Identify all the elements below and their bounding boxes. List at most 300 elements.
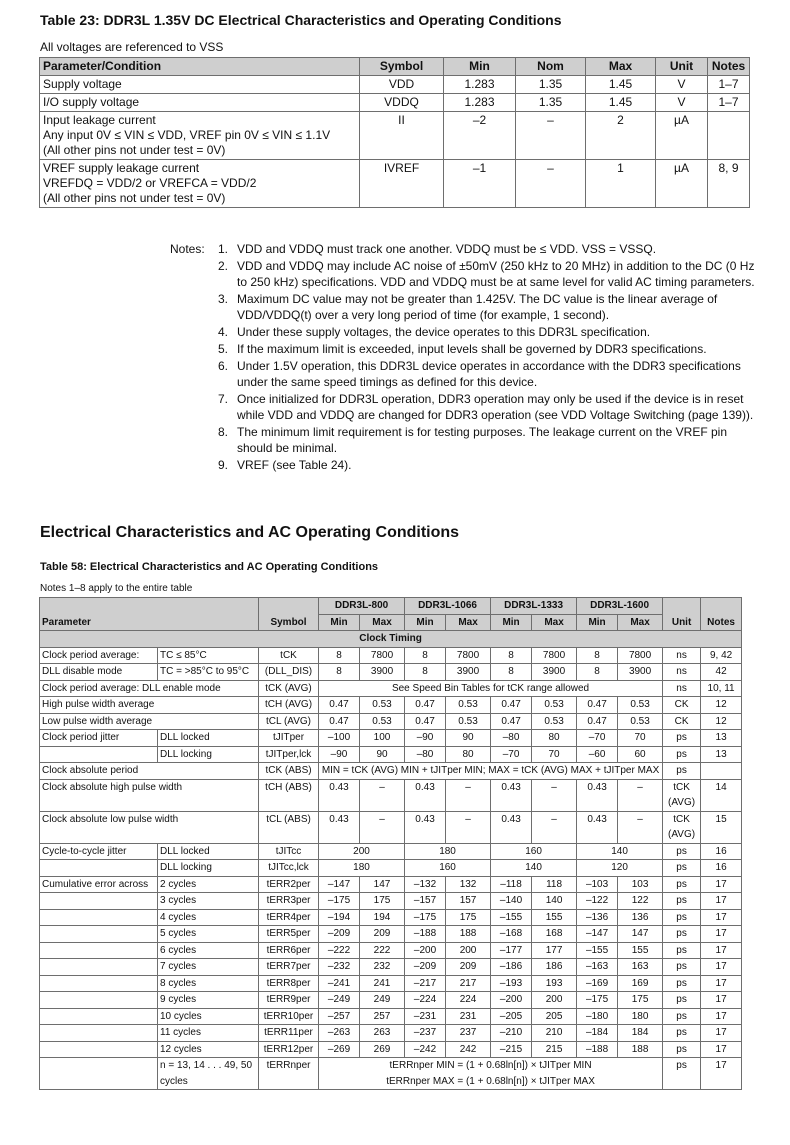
- note-number: 4.: [218, 325, 229, 339]
- max-value-cell: 0.53: [532, 713, 577, 730]
- max-value-cell: 132: [446, 876, 491, 893]
- header-max: Max: [446, 614, 491, 631]
- unit-cell: tCK (AVG): [663, 779, 701, 811]
- max-value-cell: 147: [618, 926, 663, 943]
- max-value-cell: 257: [360, 1008, 405, 1025]
- condition-cell: 10 cycles: [158, 1008, 259, 1025]
- symbol-cell: VDDQ: [360, 94, 444, 112]
- min-value-cell: –249: [319, 992, 360, 1009]
- parameter-cell: Clock absolute low pulse width: [40, 811, 259, 843]
- notes-cell: 12: [701, 697, 742, 714]
- note-text: VDD and VDDQ may include AC noise of ±50mV (250 kHz to 20 MHz) in addition to the DC (0 Hz to 250 kHz) specifications. VDD and VDDQ must be at same level for valid AC timing parameters.: [237, 259, 755, 289]
- table-58-row: [40, 730, 742, 747]
- table-58-row: [40, 680, 742, 697]
- symbol-cell: tERR12per: [259, 1041, 319, 1058]
- max-value-cell: 70: [532, 746, 577, 763]
- condition-cell: 11 cycles: [158, 1025, 259, 1042]
- max-value-cell: 0.53: [446, 697, 491, 714]
- value-cell: 120: [577, 860, 663, 877]
- condition-cell: 3 cycles: [158, 893, 259, 910]
- min-value-cell: –90: [319, 746, 360, 763]
- max-value-cell: 209: [446, 959, 491, 976]
- condition-cell: 8 cycles: [158, 975, 259, 992]
- max-value-cell: 157: [446, 893, 491, 910]
- parameter-line: (All other pins not under test = 0V): [43, 191, 226, 205]
- header-min: Min: [444, 58, 516, 76]
- header-min: Min: [405, 614, 446, 631]
- max-value-cell: 70: [618, 730, 663, 747]
- notes-cell: 15: [701, 811, 742, 843]
- condition-cell: TC ≤ 85°C: [158, 647, 259, 664]
- header-ddr3l-1333: DDR3L-1333: [491, 598, 577, 615]
- section-label: Clock Timing: [40, 631, 742, 648]
- note-text: Maximum DC value may not be greater than 1.425V. The DC value is the linear average of VDD/VDDQ(t) over a very long period of time (for example, 1 second).: [237, 292, 718, 322]
- table-23-row: [40, 76, 750, 94]
- condition-cell: DLL locking: [158, 746, 259, 763]
- notes-cell: 13: [701, 746, 742, 763]
- max-value-cell: 90: [446, 730, 491, 747]
- symbol-cell: tERR2per: [259, 876, 319, 893]
- header-max: Max: [586, 58, 656, 76]
- value-cell: 160: [405, 860, 491, 877]
- max-value-cell: 222: [360, 942, 405, 959]
- symbol-cell: tCL (AVG): [259, 713, 319, 730]
- parameter-cell: [40, 909, 158, 926]
- table-58-row: [40, 1041, 742, 1058]
- notes-cell: 17: [701, 1041, 742, 1058]
- min-value-cell: 0.43: [319, 811, 360, 843]
- min-value-cell: –200: [491, 992, 532, 1009]
- notes-cell: 16: [701, 860, 742, 877]
- notes-cell: [701, 763, 742, 780]
- unit-cell: ps: [663, 942, 701, 959]
- value-cell: 140: [491, 860, 577, 877]
- min-value-cell: –241: [319, 975, 360, 992]
- table-58-row: [40, 959, 742, 976]
- min-value-cell: –193: [491, 975, 532, 992]
- table-23: [39, 57, 750, 208]
- parameter-cell: [40, 1041, 158, 1058]
- parameter-cell: [40, 112, 360, 160]
- min-value-cell: –209: [405, 959, 446, 976]
- note-item: [218, 391, 758, 423]
- max-value-cell: 269: [360, 1041, 405, 1058]
- min-value-cell: –60: [577, 746, 618, 763]
- condition-cell: 9 cycles: [158, 992, 259, 1009]
- parameter-cell: [40, 1008, 158, 1025]
- max-value-cell: 60: [618, 746, 663, 763]
- note-number: 1.: [218, 242, 229, 256]
- unit-cell: V: [656, 94, 708, 112]
- notes-cell: 10, 11: [701, 680, 742, 697]
- note-item: [218, 341, 758, 357]
- note-item: [218, 241, 758, 257]
- min-value-cell: –184: [577, 1025, 618, 1042]
- max-value-cell: –: [446, 779, 491, 811]
- table-58-row: [40, 876, 742, 893]
- notes-cell: 16: [701, 843, 742, 860]
- unit-cell: V: [656, 76, 708, 94]
- max-value-cell: 241: [360, 975, 405, 992]
- parameter-line: I/O supply voltage: [43, 95, 140, 109]
- min-value-cell: –269: [319, 1041, 360, 1058]
- condition-cell: 6 cycles: [158, 942, 259, 959]
- max-value-cell: 3900: [360, 664, 405, 681]
- parameter-cell: Clock period average:: [40, 647, 158, 664]
- table-23-title: Table 23: DDR3L 1.35V DC Electrical Characteristics and Operating Conditions: [40, 12, 562, 28]
- header-ddr3l-1600: DDR3L-1600: [577, 598, 663, 615]
- unit-cell: CK: [663, 697, 701, 714]
- value-cell: 180: [405, 843, 491, 860]
- note-text: If the maximum limit is exceeded, input levels shall be governed by DDR3 specifications.: [237, 342, 707, 356]
- min-value-cell: 8: [319, 664, 360, 681]
- max-value-cell: 193: [532, 975, 577, 992]
- min-value-cell: 8: [319, 647, 360, 664]
- min-value-cell: –263: [319, 1025, 360, 1042]
- unit-cell: ps: [663, 909, 701, 926]
- table-58-row: [40, 763, 742, 780]
- max-value-cell: 224: [446, 992, 491, 1009]
- min-value-cell: –175: [577, 992, 618, 1009]
- note-number: 3.: [218, 292, 229, 306]
- max-value-cell: 147: [360, 876, 405, 893]
- header-ddr3l-800: DDR3L-800: [319, 598, 405, 615]
- parameter-cell: Clock absolute high pulse width: [40, 779, 259, 811]
- value-cell: 200: [319, 843, 405, 860]
- notes-list: [218, 241, 758, 474]
- min-value-cell: –205: [491, 1008, 532, 1025]
- symbol-cell: tERR6per: [259, 942, 319, 959]
- note-number: 8.: [218, 425, 229, 439]
- condition-cell: 2 cycles: [158, 876, 259, 893]
- table-58-row: [40, 647, 742, 664]
- symbol-cell: tCH (AVG): [259, 697, 319, 714]
- max-value-cell: 200: [532, 992, 577, 1009]
- unit-cell: ps: [663, 1041, 701, 1058]
- notes-label: Notes:: [170, 242, 205, 256]
- table-58-row: [40, 1008, 742, 1025]
- parameter-cell: Clock period jitter: [40, 730, 158, 747]
- parameter-cell: [40, 942, 158, 959]
- table-58-row: [40, 893, 742, 910]
- notes-cell: 17: [701, 893, 742, 910]
- max-cell: 2: [586, 112, 656, 160]
- note-number: 7.: [218, 392, 229, 406]
- max-value-cell: 175: [446, 909, 491, 926]
- max-value-cell: 3900: [618, 664, 663, 681]
- symbol-cell: tCK (ABS): [259, 763, 319, 780]
- spanned-value-cell: MIN = tCK (AVG) MIN + tJITper MIN; MAX = tCK (AVG) MAX + tJITper MAX: [319, 763, 663, 780]
- value-cell: 140: [577, 843, 663, 860]
- note-item: [218, 457, 758, 473]
- max-value-cell: 215: [532, 1041, 577, 1058]
- min-value-cell: –70: [491, 746, 532, 763]
- nom-cell: 1.35: [516, 76, 586, 94]
- notes-cell: [708, 112, 750, 160]
- note-item: [218, 424, 758, 456]
- max-value-cell: 122: [618, 893, 663, 910]
- unit-cell: ns: [663, 680, 701, 697]
- min-value-cell: –175: [405, 909, 446, 926]
- parameter-cell: [40, 975, 158, 992]
- condition-cell: TC = >85°C to 95°C: [158, 664, 259, 681]
- unit-cell: ps: [663, 730, 701, 747]
- symbol-cell: IVREF: [360, 160, 444, 208]
- symbol-cell: tJITper: [259, 730, 319, 747]
- min-value-cell: –194: [319, 909, 360, 926]
- unit-cell: ps: [663, 843, 701, 860]
- min-value-cell: 0.43: [491, 779, 532, 811]
- min-value-cell: –209: [319, 926, 360, 943]
- min-value-cell: 0.43: [577, 811, 618, 843]
- unit-cell: ns: [663, 664, 701, 681]
- parameter-cell: [40, 746, 158, 763]
- table-58-body: [40, 631, 742, 1090]
- header-symbol: Symbol: [360, 58, 444, 76]
- header-notes: Notes: [708, 58, 750, 76]
- symbol-cell: VDD: [360, 76, 444, 94]
- max-value-cell: 3900: [532, 664, 577, 681]
- max-value-cell: 186: [532, 959, 577, 976]
- unit-cell: tCK (AVG): [663, 811, 701, 843]
- note-item: [218, 324, 758, 340]
- max-value-cell: 3900: [446, 664, 491, 681]
- symbol-cell: tCH (ABS): [259, 779, 319, 811]
- header-max: Max: [360, 614, 405, 631]
- table-58-row: [40, 779, 742, 811]
- unit-cell: ps: [663, 876, 701, 893]
- max-cell: 1.45: [586, 94, 656, 112]
- max-value-cell: 180: [618, 1008, 663, 1025]
- table-58-header-row-1: [40, 598, 742, 615]
- unit-cell: ps: [663, 746, 701, 763]
- min-value-cell: –177: [491, 942, 532, 959]
- note-item: [218, 258, 758, 290]
- symbol-cell: (DLL_DIS): [259, 664, 319, 681]
- max-value-cell: 7800: [360, 647, 405, 664]
- max-value-cell: –: [360, 779, 405, 811]
- min-value-cell: –147: [319, 876, 360, 893]
- table-58-row: [40, 843, 742, 860]
- notes-cell: 17: [701, 1025, 742, 1042]
- max-value-cell: 100: [360, 730, 405, 747]
- symbol-cell: tCK (AVG): [259, 680, 319, 697]
- max-value-cell: 175: [618, 992, 663, 1009]
- header-symbol: Symbol: [259, 598, 319, 631]
- min-value-cell: –155: [491, 909, 532, 926]
- table-58-row: [40, 746, 742, 763]
- parameter-cell: [40, 1058, 158, 1090]
- table-23-row: [40, 160, 750, 208]
- min-value-cell: –136: [577, 909, 618, 926]
- notes-cell: 1–7: [708, 76, 750, 94]
- min-value-cell: 0.47: [577, 697, 618, 714]
- min-value-cell: –231: [405, 1008, 446, 1025]
- min-value-cell: –163: [577, 959, 618, 976]
- condition-cell: 5 cycles: [158, 926, 259, 943]
- min-cell: 1.283: [444, 76, 516, 94]
- symbol-cell: tERR8per: [259, 975, 319, 992]
- header-notes: Notes: [701, 598, 742, 631]
- table-58-row: [40, 909, 742, 926]
- parameter-cell: Low pulse width average: [40, 713, 259, 730]
- max-value-cell: 0.53: [618, 713, 663, 730]
- min-value-cell: 0.43: [405, 811, 446, 843]
- min-value-cell: 0.47: [491, 697, 532, 714]
- table-58-row: [40, 992, 742, 1009]
- max-value-cell: 118: [532, 876, 577, 893]
- note-text: The minimum limit requirement is for testing purposes. The leakage current on the VREF pin should be minimal.: [237, 425, 727, 455]
- table-58: [39, 597, 742, 1090]
- max-value-cell: 188: [446, 926, 491, 943]
- notes-cell: 17: [701, 926, 742, 943]
- parameter-cell: Cumulative error across: [40, 876, 158, 893]
- symbol-cell: tCK: [259, 647, 319, 664]
- max-value-cell: 163: [618, 959, 663, 976]
- symbol-cell: tJITcc: [259, 843, 319, 860]
- parameter-cell: [40, 76, 360, 94]
- notes-cell: 13: [701, 730, 742, 747]
- max-value-cell: 140: [532, 893, 577, 910]
- notes-cell: 17: [701, 959, 742, 976]
- min-value-cell: 8: [405, 647, 446, 664]
- min-value-cell: –169: [577, 975, 618, 992]
- max-value-cell: 0.53: [618, 697, 663, 714]
- max-value-cell: 205: [532, 1008, 577, 1025]
- condition-cell: DLL locked: [158, 730, 259, 747]
- symbol-cell: tJITper,lck: [259, 746, 319, 763]
- unit-cell: ps: [663, 860, 701, 877]
- condition-cell: 12 cycles: [158, 1041, 259, 1058]
- table-58-row: [40, 713, 742, 730]
- parameter-cell: [40, 94, 360, 112]
- min-value-cell: –70: [577, 730, 618, 747]
- max-value-cell: 263: [360, 1025, 405, 1042]
- header-min: Min: [491, 614, 532, 631]
- notes-cell: 8, 9: [708, 160, 750, 208]
- notes-cell: 17: [701, 992, 742, 1009]
- min-value-cell: –80: [405, 746, 446, 763]
- condition-cell: n = 13, 14 . . . 49, 50 cycles: [158, 1058, 259, 1090]
- min-value-cell: –222: [319, 942, 360, 959]
- condition-cell: 7 cycles: [158, 959, 259, 976]
- min-value-cell: 0.47: [405, 713, 446, 730]
- notes-cell: 17: [701, 1008, 742, 1025]
- unit-cell: CK: [663, 713, 701, 730]
- notes-cell: 42: [701, 664, 742, 681]
- parameter-cell: [40, 1025, 158, 1042]
- note-item: [218, 358, 758, 390]
- min-value-cell: –80: [491, 730, 532, 747]
- table-58-row: [40, 975, 742, 992]
- min-value-cell: –157: [405, 893, 446, 910]
- notes-cell: 17: [701, 1058, 742, 1090]
- header-nom: Nom: [516, 58, 586, 76]
- min-value-cell: –132: [405, 876, 446, 893]
- notes-cell: 17: [701, 909, 742, 926]
- unit-cell: ps: [663, 975, 701, 992]
- notes-cell: 17: [701, 876, 742, 893]
- condition-cell: DLL locked: [158, 843, 259, 860]
- symbol-cell: tCL (ABS): [259, 811, 319, 843]
- max-value-cell: 217: [446, 975, 491, 992]
- parameter-line: Input leakage current: [43, 113, 156, 127]
- max-value-cell: 0.53: [360, 697, 405, 714]
- table-58-row: [40, 942, 742, 959]
- notes-cell: 17: [701, 942, 742, 959]
- table-58-row: [40, 811, 742, 843]
- max-value-cell: –: [360, 811, 405, 843]
- max-value-cell: 177: [532, 942, 577, 959]
- header-min: Min: [577, 614, 618, 631]
- max-value-cell: 0.53: [532, 697, 577, 714]
- parameter-cell: Clock period average: DLL enable mode: [40, 680, 259, 697]
- notes-cell: 1–7: [708, 94, 750, 112]
- table-23-reference-note: All voltages are referenced to VSS: [40, 40, 224, 54]
- unit-cell: ns: [663, 647, 701, 664]
- parameter-cell: [40, 992, 158, 1009]
- unit-cell: ps: [663, 1025, 701, 1042]
- min-value-cell: –200: [405, 942, 446, 959]
- unit-cell: ps: [663, 1058, 701, 1090]
- min-value-cell: –100: [319, 730, 360, 747]
- min-value-cell: 0.47: [491, 713, 532, 730]
- symbol-cell: tERR11per: [259, 1025, 319, 1042]
- value-cell: 180: [319, 860, 405, 877]
- min-value-cell: –217: [405, 975, 446, 992]
- min-value-cell: –168: [491, 926, 532, 943]
- min-value-cell: 8: [491, 664, 532, 681]
- max-value-cell: 0.53: [360, 713, 405, 730]
- max-value-cell: 136: [618, 909, 663, 926]
- condition-cell: 4 cycles: [158, 909, 259, 926]
- symbol-cell: tERR3per: [259, 893, 319, 910]
- symbol-cell: tERR10per: [259, 1008, 319, 1025]
- max-value-cell: –: [532, 811, 577, 843]
- min-value-cell: –210: [491, 1025, 532, 1042]
- table-23-row: [40, 94, 750, 112]
- parameter-cell: DLL disable mode: [40, 664, 158, 681]
- max-value-cell: 7800: [532, 647, 577, 664]
- header-ddr3l-1066: DDR3L-1066: [405, 598, 491, 615]
- min-value-cell: –232: [319, 959, 360, 976]
- min-value-cell: 0.47: [319, 713, 360, 730]
- max-value-cell: 80: [532, 730, 577, 747]
- max-value-cell: 155: [532, 909, 577, 926]
- notes-cell: 17: [701, 975, 742, 992]
- min-value-cell: –257: [319, 1008, 360, 1025]
- unit-cell: ps: [663, 763, 701, 780]
- max-value-cell: 200: [446, 942, 491, 959]
- parameter-cell: [40, 893, 158, 910]
- parameter-cell: [40, 160, 360, 208]
- symbol-cell: tJITcc,lck: [259, 860, 319, 877]
- parameter-cell: [40, 860, 158, 877]
- max-value-cell: 184: [618, 1025, 663, 1042]
- max-value-cell: 194: [360, 909, 405, 926]
- min-value-cell: –122: [577, 893, 618, 910]
- table-23-header-row: [40, 58, 750, 76]
- unit-cell: ps: [663, 1008, 701, 1025]
- max-value-cell: 242: [446, 1041, 491, 1058]
- min-value-cell: 0.47: [319, 697, 360, 714]
- header-unit: Unit: [663, 598, 701, 631]
- note-text: Under 1.5V operation, this DDR3L device operates in accordance with the DDR3 specifications under the same speed timings as defined for this device.: [237, 359, 741, 389]
- unit-cell: µA: [656, 160, 708, 208]
- max-value-cell: –: [446, 811, 491, 843]
- min-value-cell: –90: [405, 730, 446, 747]
- value-cell: 160: [491, 843, 577, 860]
